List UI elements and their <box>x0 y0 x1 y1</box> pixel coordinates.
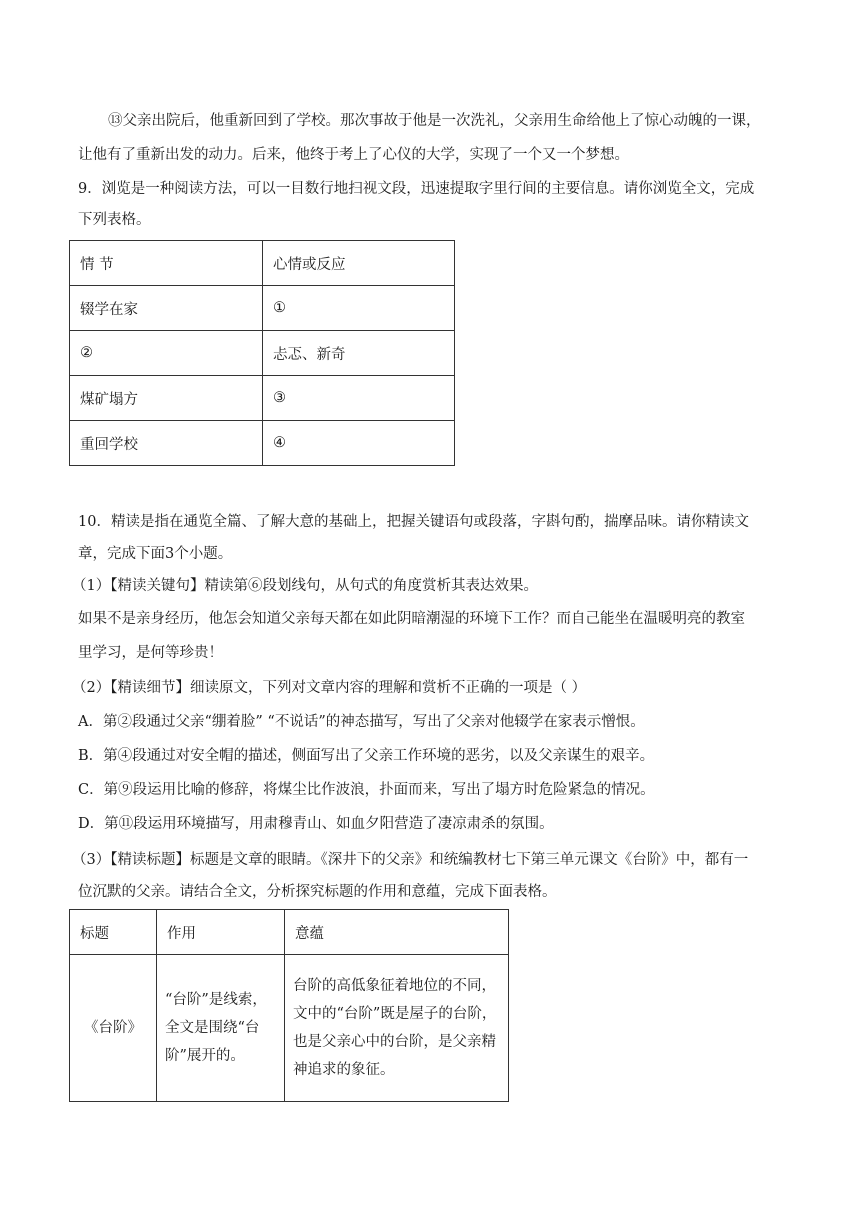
table-cell: 《台阶》 <box>70 955 157 1102</box>
question-10-line-1: 10．精读是指在通览全篇、了解大意的基础上，把握关键语句或段落，字斟句酌，揣摩品味。请你精读文 <box>78 514 749 530</box>
paragraph-13-line-2: 让他有了重新出发的动力。后来，他终于考上了心仪的大学，实现了一个又一个梦想。 <box>78 147 629 163</box>
table-header-row <box>70 910 509 955</box>
table-header-cell: 标题 <box>70 910 157 955</box>
cell-line: 台阶的高低象征着地位的不同， <box>293 978 496 994</box>
table-cell: 煤矿塌方 <box>70 376 263 421</box>
cell-line: 全文是围绕“台 <box>165 1020 260 1036</box>
table-cell: ② <box>70 331 263 376</box>
table-row <box>70 376 455 421</box>
sub-question-1: （1）【精读关键句】精读第⑥段划线句，从句式的角度赏析其表达效果。 <box>72 578 538 594</box>
table-cell: ④ <box>263 421 455 466</box>
table-header-row <box>70 241 455 286</box>
sub-question-3-line-1: （3）【精读标题】标题是文章的眼睛。《深井下的父亲》和统编教材七下第三单元课文《台阶》中，都有一 <box>72 852 749 868</box>
quoted-sentence-line-1: 如果不是亲身经历，他怎会知道父亲每天都在如此阴暗潮湿的环境下工作？而自己能坐在温暖明亮的教室 <box>78 611 745 627</box>
option-c: C．第⑨段运用比喻的修辞，将煤尘比作波浪，扑面而来，写出了塌方时危险紧急的情况。 <box>78 782 655 798</box>
cell-line: “台阶”是线索， <box>165 992 267 1008</box>
question-9-line-2: 下列表格。 <box>78 212 151 228</box>
cell-line: 文中的“台阶”既是屋子的台阶， <box>293 1006 497 1022</box>
table-cell: ③ <box>263 376 455 421</box>
table-row <box>70 331 455 376</box>
table-cell: 重回学校 <box>70 421 263 466</box>
table-header-cell: 心情或反应 <box>263 241 455 286</box>
table-row <box>70 286 455 331</box>
option-d: D．第⑪段运用环境描写，用肃穆青山、如血夕阳营造了凄凉肃杀的氛围。 <box>78 816 554 832</box>
table-cell: 忐忑、新奇 <box>263 331 455 376</box>
table-row <box>70 955 509 1102</box>
table-header-cell: 情 节 <box>70 241 263 286</box>
quoted-sentence-line-2: 里学习，是何等珍贵！ <box>78 645 223 661</box>
title-analysis-table <box>69 909 509 1102</box>
paragraph-13-line-1: ⑬父亲出院后，他重新回到了学校。那次事故于他是一次洗礼，父亲用生命给他上了惊心动魄的一课， <box>108 113 761 129</box>
table-row <box>70 421 455 466</box>
question-10-line-2: 章，完成下面3个小题。 <box>78 546 233 562</box>
option-a: A．第②段通过父亲“绷着脸” “不说话”的神态描写，写出了父亲对他辍学在家表示憎恨。 <box>78 714 645 730</box>
table-header-cell: 作用 <box>157 910 285 955</box>
cell-line: 也是父亲心中的台阶，是父亲精 <box>293 1034 496 1050</box>
question-9-line-1: 9．浏览是一种阅读方法，可以一目数行地扫视文段，迅速提取字里行间的主要信息。请你浏览全文，完成 <box>78 181 755 197</box>
table-cell: ① <box>263 286 455 331</box>
option-b: B．第④段通过对安全帽的描述，侧面写出了父亲工作环境的恶劣，以及父亲谋生的艰辛。 <box>78 748 655 764</box>
sub-question-2: （2）【精读细节】细读原文，下列对文章内容的理解和赏析不正确的一项是（ ） <box>72 680 587 696</box>
cell-line: 阶”展开的。 <box>165 1048 245 1064</box>
table-header-cell: 意蕴 <box>285 910 509 955</box>
cell-line: 神追求的象征。 <box>293 1062 395 1078</box>
table-cell <box>285 955 509 1102</box>
sub-question-3-line-2: 位沉默的父亲。请结合全文，分析探究标题的作用和意蕴，完成下面表格。 <box>78 884 557 900</box>
table-cell: 辍学在家 <box>70 286 263 331</box>
table-cell <box>157 955 285 1102</box>
plot-feeling-table <box>69 240 455 466</box>
